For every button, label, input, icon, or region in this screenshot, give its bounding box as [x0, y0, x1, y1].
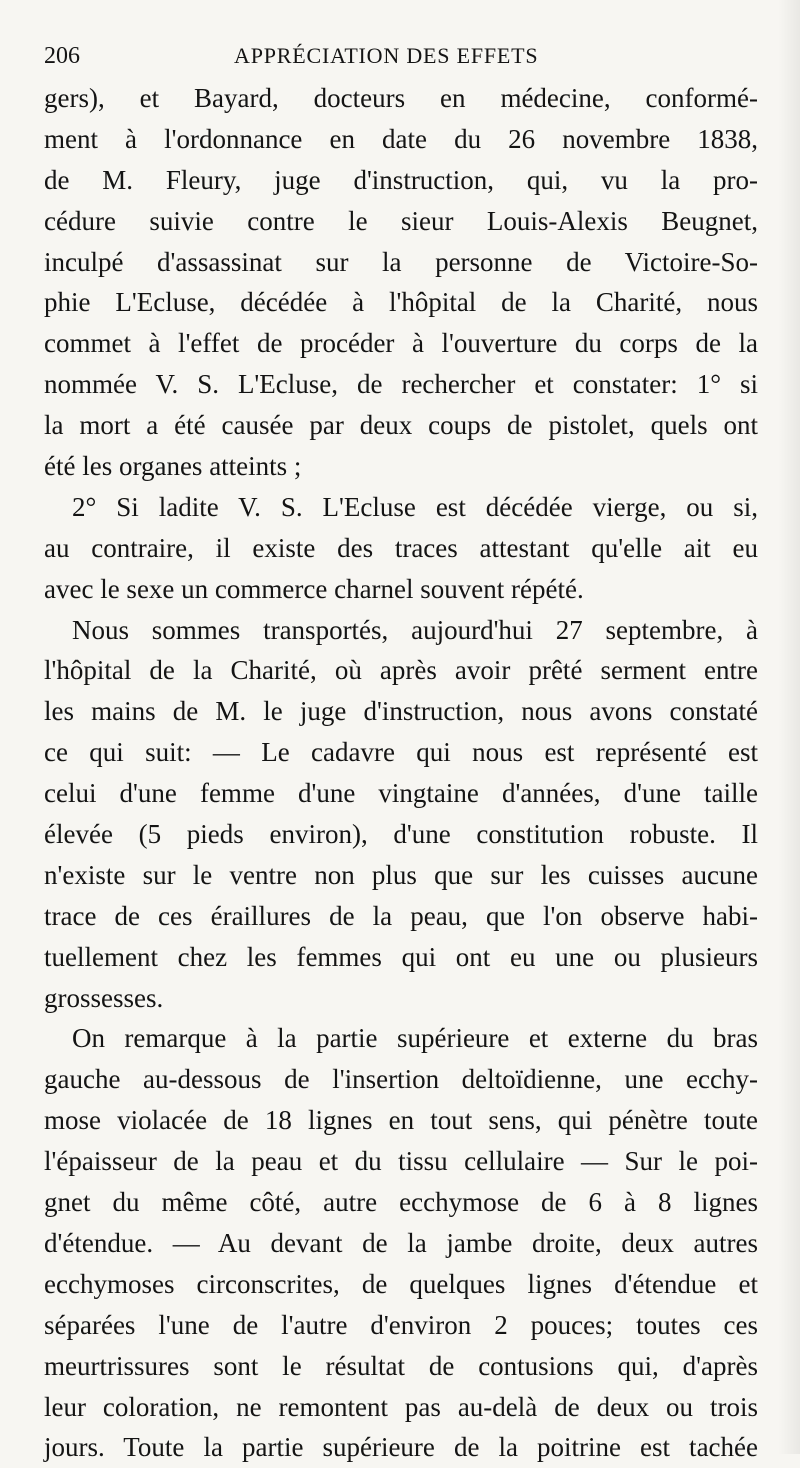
text-line: ce qui suit: — Le cadavre qui nous est représenté est — [44, 737, 758, 768]
text-line: gnet du même côté, autre ecchymose de 6 à 8 lignes — [44, 1187, 758, 1218]
text-line: au contraire, il existe des traces attestant qu'elle ait eu — [44, 532, 758, 563]
text-line: mose violacée de 18 lignes en tout sens, qui pénètre toute — [44, 1105, 758, 1136]
text-line: séparées l'une de l'autre d'environ 2 pouces; toutes ces — [44, 1309, 758, 1340]
text-line: gers), et Bayard, docteurs en médecine, conformé- — [44, 83, 758, 113]
text-line: tuellement chez les femmes qui ont eu une ou plusieurs — [44, 941, 758, 972]
text-line: ment à l'ordonnance en date du 26 novembre 1838, — [44, 123, 758, 154]
text-line: jours. Toute la partie supérieure de la poitrine est tachée — [44, 1432, 758, 1463]
text-line: n'existe sur le ventre non plus que sur les cuisses aucune — [44, 859, 758, 890]
text-line: commet à l'effet de procéder à l'ouverture du corps de la — [44, 328, 758, 359]
text-line: ecchymoses circonscrites, de quelques lignes d'étendue et — [44, 1268, 758, 1299]
text-line: élevée (5 pieds environ), d'une constitution robuste. Il — [44, 819, 758, 850]
page-edge-shadow — [778, 0, 800, 1454]
text-line: meurtrissures sont le résultat de contusions qui, d'après — [44, 1350, 758, 1381]
text-line: 2° Si ladite V. S. L'Ecluse est décédée vierge, ou si, — [72, 491, 758, 522]
body-text — [44, 78, 758, 1468]
page-header — [44, 38, 756, 78]
page-number: 206 — [44, 43, 80, 69]
text-line: gauche au-dessous de l'insertion deltoïdienne, une ecchy- — [44, 1064, 758, 1095]
text-line: phie L'Ecluse, décédée à l'hôpital de la Charité, nous — [44, 287, 758, 318]
text-line: d'étendue. — Au devant de la jambe droite, deux autres — [44, 1227, 758, 1258]
text-line: leur coloration, ne remontent pas au-delà de deux ou trois — [44, 1391, 758, 1422]
text-line: de M. Fleury, juge d'instruction, qui, vu la pro- — [44, 164, 758, 195]
text-line: grossesses. — [44, 982, 164, 1013]
text-line: l'épaisseur de la peau et du tissu cellulaire — Sur le poi- — [44, 1146, 758, 1177]
text-line: été les organes atteints ; — [44, 451, 302, 482]
text-line: cédure suivie contre le sieur Louis-Alexis Beugnet, — [44, 205, 758, 236]
text-line: Nous sommes transportés, aujourd'hui 27 septembre, à — [72, 614, 758, 645]
text-line: l'hôpital de la Charité, où après avoir prêté serment entre — [44, 655, 758, 686]
text-line: inculpé d'assassinat sur la personne de Victoire-So- — [44, 246, 758, 277]
text-line: nommée V. S. L'Ecluse, de rechercher et constater: 1° si — [44, 369, 758, 400]
text-line: la mort a été causée par deux coups de pistolet, quels ont — [44, 410, 758, 441]
running-head: APPRÉCIATION DES EFFETS — [234, 43, 539, 68]
text-line: les mains de M. le juge d'instruction, nous avons constaté — [44, 696, 758, 727]
text-line: On remarque à la partie supérieure et externe du bras — [72, 1023, 758, 1054]
text-line: trace de ces éraillures de la peau, que l'on observe habi- — [44, 900, 758, 931]
text-line: celui d'une femme d'une vingtaine d'années, d'une taille — [44, 778, 758, 809]
text-line: avec le sexe un commerce charnel souvent répété. — [44, 573, 584, 604]
